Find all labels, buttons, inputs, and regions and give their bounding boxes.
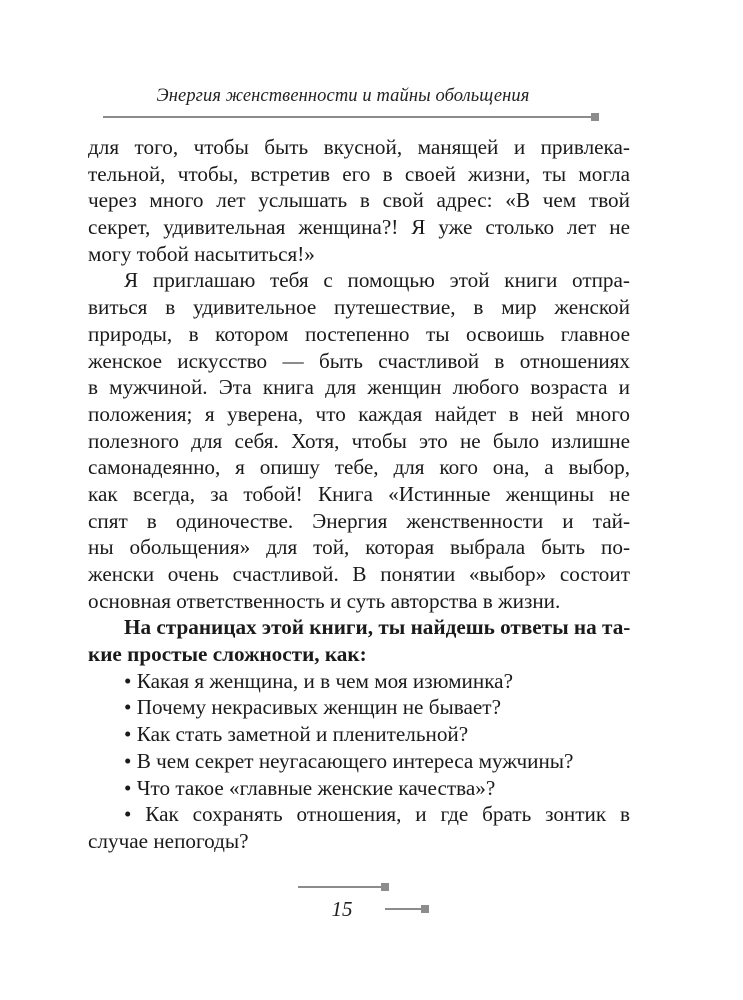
text-line: положения; я уверена, что каждая найдет в ней много bbox=[88, 401, 630, 426]
text-line: секрет, удивительная женщина?! Я уже столько лет не bbox=[88, 215, 630, 240]
footer-divider-right bbox=[385, 908, 422, 910]
header-divider bbox=[103, 116, 591, 118]
bullet-item: • Почему некрасивых женщин не бывает? bbox=[124, 695, 501, 720]
text-line: ны обольщения» для той, которая выбрала быть по- bbox=[88, 535, 630, 560]
page-body-text bbox=[88, 134, 630, 855]
text-line: самонадеянно, я опишу тебе, для кого она, а выбор, bbox=[88, 455, 630, 480]
footer-square-ornament-left bbox=[381, 883, 389, 891]
text-line: могу тобой насытиться!» bbox=[88, 241, 315, 266]
bold-intro-line: На страницах этой книги, ты найдешь ответы на та- bbox=[124, 615, 631, 640]
text-line: женское искусство — быть счастливой в отношениях bbox=[88, 348, 630, 373]
text-line: как всегда, за тобой! Книга «Истинные женщины не bbox=[88, 481, 630, 506]
text-line: полезного для себя. Хотя, чтобы это не было излишне bbox=[88, 428, 630, 453]
bullet-item: • Как сохранять отношения, и где брать зонтик в bbox=[124, 802, 630, 827]
bullet-item: • Как стать заметной и пленительной? bbox=[124, 722, 469, 747]
text-line: тельной, чтобы, встретив его в своей жизни, ты могла bbox=[88, 161, 630, 186]
text-line: спят в одиночестве. Энергия женственности и тай- bbox=[88, 508, 630, 533]
text-line: Я приглашаю тебя с помощью этой книги отпра- bbox=[124, 268, 630, 293]
text-line: основная ответственность и суть авторства в жизни. bbox=[88, 588, 561, 613]
text-line: для того, чтобы быть вкусной, манящей и привлека- bbox=[88, 135, 630, 159]
text-line: природы, в котором постепенно ты освоишь главное bbox=[88, 321, 630, 346]
text-line: женски очень счастливой. В понятии «выбор» состоит bbox=[88, 562, 630, 586]
text-line: в мужчиной. Эта книга для женщин любого возраста и bbox=[88, 375, 630, 400]
bullet-item-continuation: случае непогоды? bbox=[88, 828, 249, 853]
running-header-title: Энергия женственности и тайны обольщения bbox=[156, 86, 530, 106]
text-line: виться в удивительное путешествие, в мир женской bbox=[88, 295, 630, 320]
text-line: через много лет услышать в свой адрес: «В чем твой bbox=[88, 188, 630, 213]
footer-divider-left bbox=[298, 886, 382, 888]
bullet-item: • Что такое «главные женские качества»? bbox=[124, 775, 496, 800]
bullet-item: • Какая я женщина, и в чем моя изюминка? bbox=[124, 668, 513, 693]
footer-square-ornament-right bbox=[421, 905, 429, 913]
bullet-item: • В чем секрет неугасающего интереса мужчины? bbox=[124, 748, 574, 773]
page-number: 15 bbox=[331, 897, 353, 921]
header-square-ornament bbox=[591, 113, 599, 121]
bold-intro-line: кие простые сложности, как: bbox=[88, 642, 367, 667]
